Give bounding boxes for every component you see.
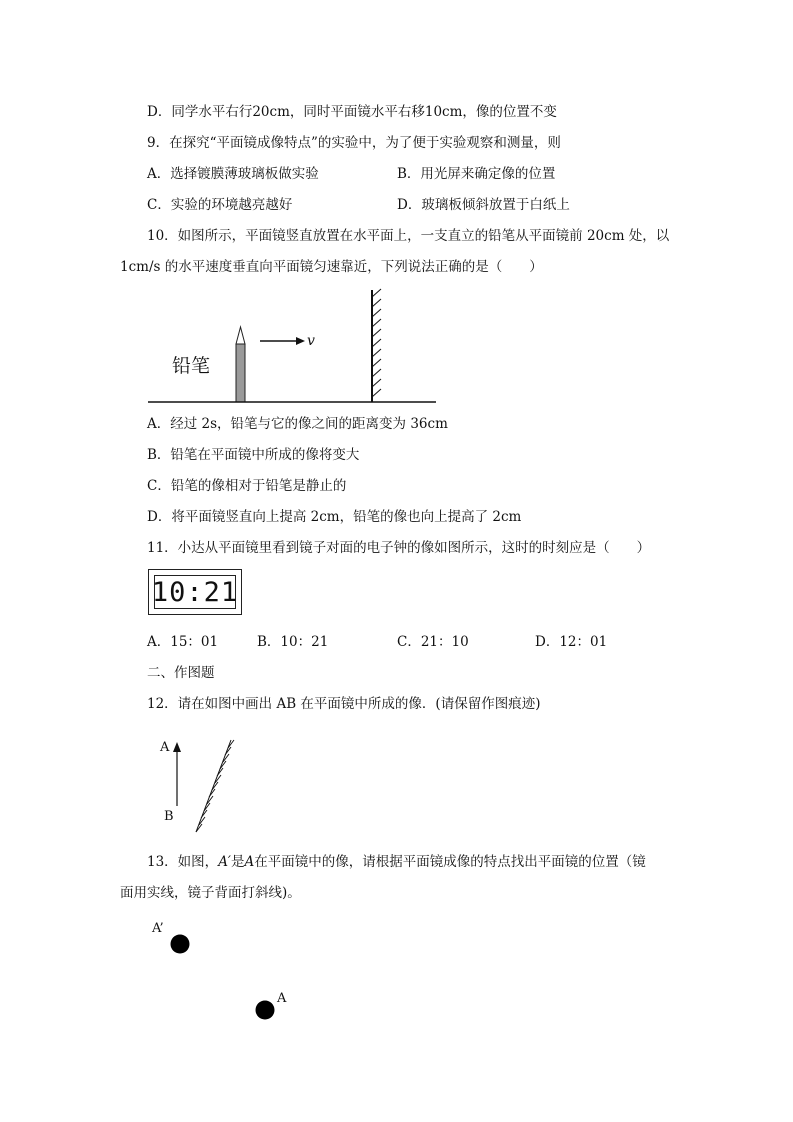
q10-option-a: A．经过 2s，铅笔与它的像之间的距离变为 36cm	[147, 416, 448, 432]
velocity-label: v	[307, 333, 315, 349]
q11-stem: 11．小达从平面镜里看到镜子对面的电子钟的像如图所示，这时的时刻应是（ ）	[147, 540, 651, 556]
q8-option-d: D．同学水平右行20cm，同时平面镜水平右移10cm，像的位置不变	[147, 104, 557, 120]
q13-prefix: 13．如图，	[147, 854, 219, 870]
q9-option-a: A．选择镀膜薄玻璃板做实验	[147, 166, 319, 182]
section-heading-drawing: 二、作图题	[147, 665, 215, 681]
velocity-arrowhead	[296, 337, 305, 345]
q10-option-d: D．将平面镜竖直向上提高 2cm，铅笔的像也向上提高了 2cm	[147, 509, 522, 525]
arrow-ab-head	[173, 742, 181, 752]
mirror-hatching	[372, 289, 381, 397]
q13-is: 是	[231, 854, 245, 870]
clock-display: 10:21	[151, 576, 239, 608]
q13-stem-line2: 面用实线，镜子背面打斜线)。	[120, 885, 301, 901]
pencil-body	[236, 344, 245, 402]
q9-stem: 9．在探究“平面镜成像特点”的实验中，为了便于实验观察和测量，则	[147, 135, 561, 151]
q10-option-b: B．铅笔在平面镜中所成的像将变大	[147, 447, 360, 463]
q9-option-b: B．用光屏来确定像的位置	[397, 166, 556, 182]
q12-stem: 12．请在如图中画出 AB 在平面镜中所成的像．(请保留作图痕迹)	[147, 696, 541, 712]
q13-figure	[140, 910, 310, 1030]
q9-option-d: D．玻璃板倾斜放置于白纸上	[397, 197, 570, 213]
q10-stem-line2: 1cm/s 的水平速度垂直向平面镜匀速靠近，下列说法正确的是（ ）	[120, 259, 543, 275]
q10-option-c: C．铅笔的像相对于铅笔是静止的	[147, 478, 347, 494]
pencil-tip	[236, 327, 245, 344]
q13-rest: 在平面镜中的像，请根据平面镜成像的特点找出平面镜的位置（镜	[254, 854, 646, 870]
q13-a: A	[244, 854, 255, 870]
q11-option-b: B．10：21	[257, 634, 329, 650]
q11-option-c: C．21：10	[397, 634, 469, 650]
q10-figure	[140, 285, 450, 410]
point-a-label: A	[160, 740, 170, 755]
q12-figure	[140, 730, 250, 840]
point-a-prime	[171, 935, 190, 954]
pencil-label: 铅笔	[172, 356, 211, 377]
mirrored-clock-figure	[148, 569, 242, 615]
q11-option-d: D．12：01	[535, 634, 608, 650]
q13-stem-line1	[147, 853, 646, 871]
point-a-prime-label: A’	[152, 921, 164, 936]
point-a-label-13: A	[277, 991, 287, 1006]
point-a	[256, 1001, 275, 1020]
q13-a-prime: A′	[218, 854, 232, 870]
point-b-label: B	[164, 809, 174, 824]
q10-stem-line1: 10．如图所示，平面镜竖直放置在水平面上，一支直立的铅笔从平面镜前 20cm 处，以	[147, 228, 670, 244]
q9-option-c: C．实验的环境越亮越好	[147, 197, 293, 213]
q11-option-a: A．15：01	[147, 634, 219, 650]
